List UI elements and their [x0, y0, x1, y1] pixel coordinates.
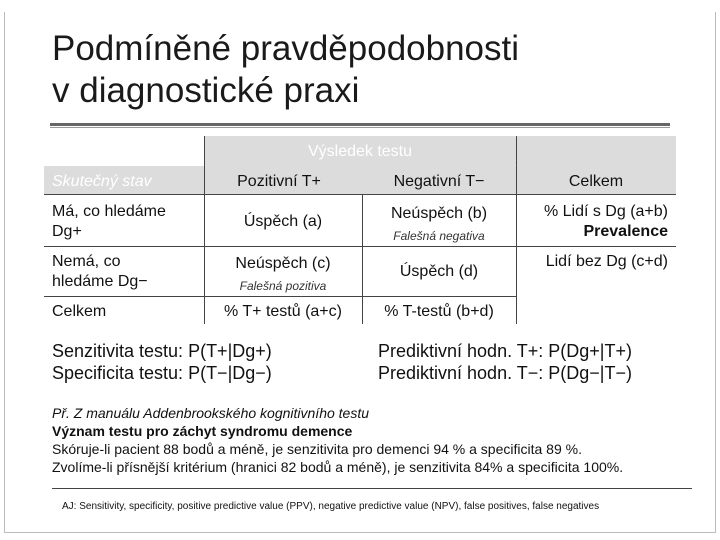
footnote-rule	[52, 488, 692, 489]
cell-total-positive-tests: % T+ testů (a+c)	[224, 303, 342, 320]
ppv-formula: Prediktivní hodn. T+: P(Dg+|T+)	[378, 341, 632, 361]
slide-title	[52, 28, 519, 112]
row-label-no-condition: Nemá, co	[52, 253, 121, 270]
example-heading: Význam testu pro záchyt syndromu demence	[52, 423, 353, 439]
row-label-has-condition-2: Dg+	[52, 223, 82, 240]
cell-total-negative-tests: % T-testů (b+d)	[384, 303, 494, 320]
cell-row2-total: Lidí bez Dg (c+d)	[545, 253, 668, 270]
corner-header: Skutečný stav	[52, 173, 152, 190]
cell-true-positive: Úspěch (a)	[243, 213, 323, 230]
slide-frame-left	[4, 12, 5, 532]
example-note	[52, 404, 623, 476]
sensitivity-formula: Senzitivita testu: P(T+|Dg+)	[52, 341, 272, 361]
table-line	[44, 246, 676, 247]
contingency-table	[44, 136, 676, 324]
cell-prevalence: Prevalence	[583, 223, 668, 240]
title-rule	[50, 123, 670, 126]
col-header-positive: Pozitivní T+	[237, 173, 321, 190]
row-label-total: Celkem	[52, 303, 107, 320]
cell-false-positive-note: Falešná pozitiva	[239, 279, 327, 293]
predictive-values	[378, 340, 632, 384]
cell-true-negative: Úspěch (d)	[399, 263, 479, 280]
table-line	[44, 296, 516, 297]
row-label-has-condition: Má, co hledáme	[52, 203, 166, 220]
example-text-1: Skóruje-li pacient 88 bodů a méně, je senzitivita pro demenci 94 % a specificita 89 %.	[52, 441, 582, 457]
title-rule-thin	[50, 127, 670, 128]
cell-false-negative-note: Falešná negativa	[393, 229, 485, 243]
slide-title-line2: v diagnostické praxi	[52, 71, 360, 110]
cell-false-positive: Neúspěch (c)	[235, 255, 331, 272]
slide-title-line1: Podmíněné pravděpodobnosti	[52, 29, 520, 68]
sensitivity-specificity	[52, 340, 272, 384]
slide-frame-right	[715, 12, 716, 532]
table-line	[44, 194, 676, 195]
col-header-negative: Negativní T−	[393, 173, 485, 190]
npv-formula: Prediktivní hodn. T−: P(Dg−|T−)	[378, 363, 632, 383]
row-label-no-condition-2: hledáme Dg−	[52, 273, 148, 290]
cell-false-negative: Neúspěch (b)	[390, 205, 488, 222]
example-text-2: Zvolíme-li přísnější kritérium (hranici 82 bodů a méně), je senzitivita 84% a specificita 100%.	[52, 459, 624, 475]
slide-frame-bottom	[4, 532, 716, 533]
col-header-total: Celkem	[568, 173, 624, 190]
footnote: AJ: Sensitivity, specificity, positive predictive value (PPV), negative predictive value (NPV), false positives, false negatives	[62, 501, 600, 512]
group-header: Výsledek testu	[307, 143, 413, 160]
specificity-formula: Specificita testu: P(T−|Dg−)	[52, 363, 272, 383]
example-source: Př. Z manuálu Addenbrookského kognitivního testu	[52, 405, 370, 421]
cell-row1-total: % Lidí s Dg (a+b)	[543, 203, 668, 220]
